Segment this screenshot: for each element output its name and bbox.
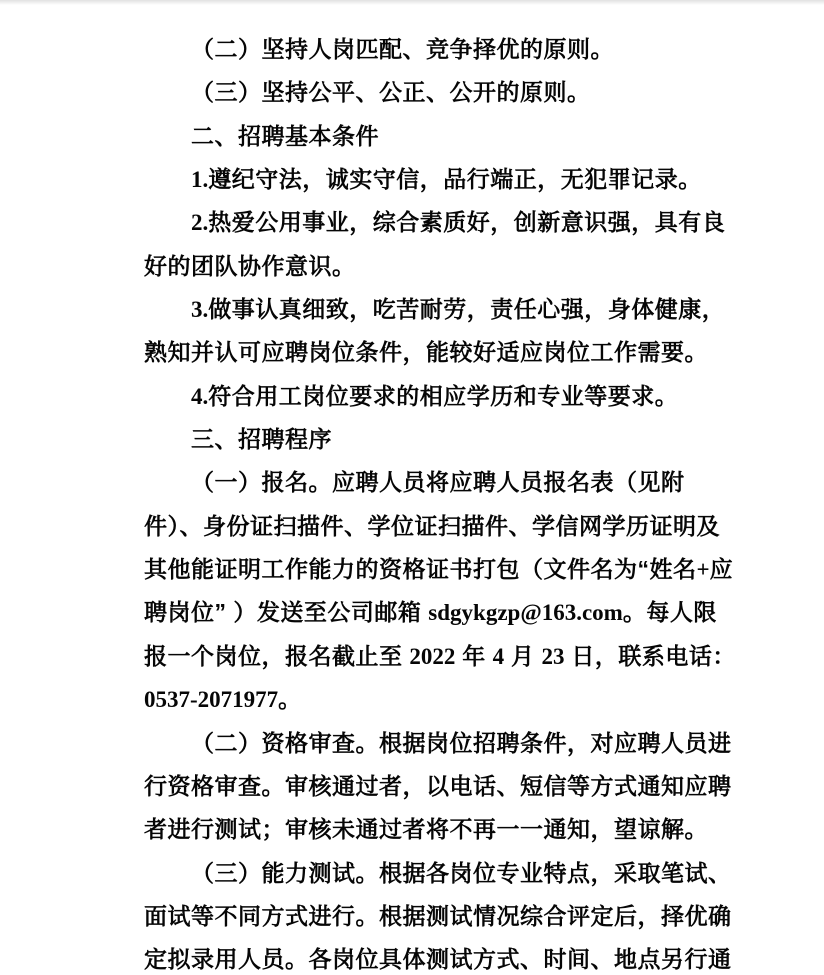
paragraph-line	[144, 591, 724, 634]
text-segment: 年	[455, 642, 493, 669]
paragraph-line	[144, 375, 724, 418]
paragraph-line	[144, 635, 736, 678]
paragraph-line	[144, 895, 732, 938]
text-segment: 0537-2071977	[144, 687, 279, 713]
paragraph-line	[144, 245, 724, 288]
paragraph-line	[144, 28, 724, 71]
text-segment: 遵纪守法，诚实守信，品行端正，无犯罪记录。	[208, 166, 702, 193]
text-segment: 好的团队协作意识。	[144, 252, 356, 279]
text-segment: 符合用工岗位要求的相应学历和专业等要求。	[208, 382, 679, 409]
text-segment: （二）资格审查。根据岗位招聘条件，对应聘人员进	[191, 729, 732, 756]
paragraph-line	[144, 548, 734, 591]
paragraph-line	[144, 288, 724, 331]
text-segment: （一）报名。应聘人员将应聘人员报名表（见附	[191, 469, 685, 496]
text-segment: 23	[541, 643, 565, 669]
text-segment: 聘岗位” ）发送至公司邮箱	[144, 599, 429, 626]
paragraph-line	[144, 808, 724, 851]
text-segment: 面试等不同方式进行。根据测试情况综合评定后，择优确	[144, 902, 732, 929]
paragraph-line	[144, 852, 732, 895]
text-segment: 。	[278, 686, 302, 713]
paragraph-line	[144, 115, 724, 158]
text-segment: 热爱公用事业，综合素质好，创新意识强，具有良	[208, 209, 726, 236]
text-segment: 4	[492, 643, 505, 669]
text-segment: 1.	[191, 167, 209, 193]
paragraph-line	[144, 418, 724, 461]
text-segment: 件）、身份证扫描件、学位证扫描件、学信网学历证明及	[144, 512, 720, 539]
paragraph-line	[144, 71, 724, 114]
text-segment: 报一个岗位，报名截止至	[144, 642, 410, 669]
text-segment: （三）坚持公平、公正、公开的原则。	[191, 79, 591, 106]
text-segment: 2022	[409, 643, 456, 669]
text-segment: 2.	[191, 210, 209, 236]
paragraph-line	[144, 765, 732, 808]
text-segment: 。每人限	[622, 599, 717, 626]
paragraph-line	[144, 158, 724, 201]
paragraph-line	[144, 331, 724, 374]
paragraph-line	[144, 722, 732, 765]
paragraph-line	[144, 461, 724, 504]
text-segment: 日，联系电话：	[564, 642, 736, 669]
text-segment: 月	[504, 642, 542, 669]
text-segment: 3.	[191, 297, 209, 323]
text-segment: 三、招聘程序	[191, 426, 332, 453]
text-segment: 定拟录用人员。各岗位具体测试方式、时间、地点另行通	[144, 946, 732, 973]
paragraph-line	[144, 938, 732, 975]
paragraph-line	[144, 505, 724, 548]
text-segment: 行资格审查。审核通过者，以电话、短信等方式通知应聘	[144, 772, 732, 799]
text-segment: 应	[709, 556, 734, 583]
text-segment: 做事认真细致，吃苦耐劳，责任心强，身体健康，	[208, 296, 726, 323]
paragraph-line	[144, 678, 724, 721]
text-segment: 熟知并认可应聘岗位条件，能较好适应岗位工作需要。	[144, 339, 708, 366]
text-segment: （二）坚持人岗匹配、竞争择优的原则。	[191, 36, 614, 62]
text-segment: +	[696, 557, 710, 583]
text-segment: sdgykgzp@163.com	[428, 600, 623, 626]
paragraph-line	[144, 201, 724, 244]
text-segment: 二、招聘基本条件	[191, 122, 379, 149]
text-segment: 者进行测试；审核未通过者将不再一一通知，望谅解。	[144, 816, 708, 843]
text-segment: 其他能证明工作能力的资格证书打包（文件名为“姓名	[144, 556, 697, 583]
text-segment: （三）能力测试。根据各岗位专业特点，采取笔试、	[191, 859, 732, 886]
text-segment: 4.	[191, 383, 209, 409]
